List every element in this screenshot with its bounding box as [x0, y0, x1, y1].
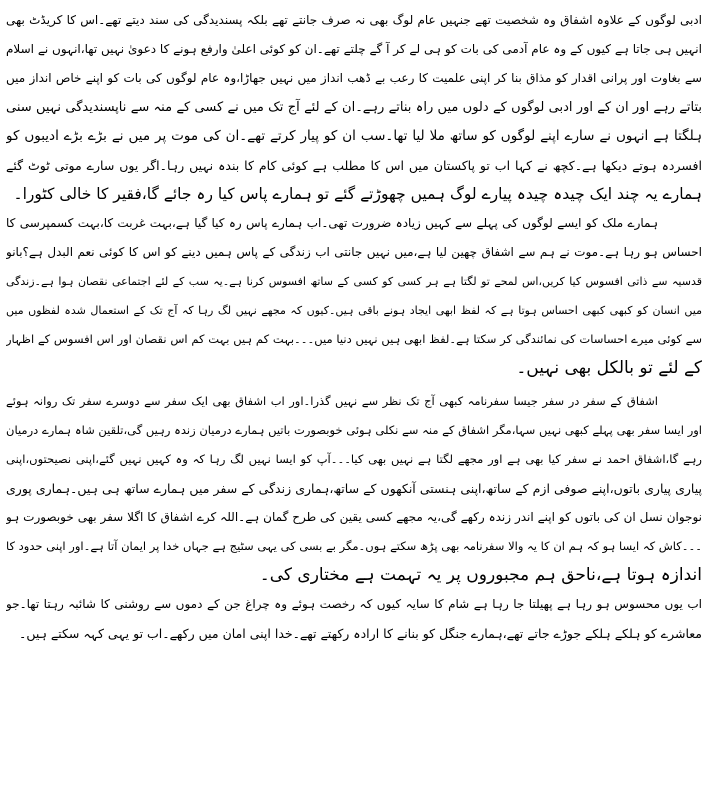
text-line: اندازہ ہوتا ہے،ناحق ہم مجبوروں پر یہ تہمت ہے مختاری کی۔: [259, 565, 702, 585]
text-line: ہمارے ملک کو ایسے لوگوں کی پہلے سے کہیں زیادہ ضرورت تھی۔اب ہمارے پاس رہ کیا گیا ہے،بہت غربت کا،بہت کسمپرسی کا: [6, 216, 658, 230]
paragraph-1: [6, 6, 704, 209]
text-line: اور ایسا سفر بھی پہلے کبھی نہیں سہا،مگر اشفاق کے منہ سے نکلی ہوئی خوبصورت باتیں ہمارے درمیان زندہ رہیں گی،تلقین شاہ ہمارے درمیان: [6, 423, 702, 437]
text-line: اشفاق کے سفر در سفر جیسا سفرنامہ کبھی آج تک نظر سے نہیں گذرا۔اور اب اشفاق بھی ایک سفر سے دوسرے سفر تک روانہ ہوئے: [6, 394, 658, 408]
text-line: نوجوان نسل ان کی باتوں کو اپنے اندر زندہ رکھے گی،یہ مجھے کسی یقین کی طرح گمان ہے۔اللہ کرے اشفاق کا اگلا سفر بھی خوبصورت ہو: [6, 510, 702, 524]
text-line: افسردہ ہوتے دیکھا ہے۔کچھ نے کہا اب تو پاکستان میں اس کا مطلب ہے کوئی کام کا بندہ نہیں رہا۔اگر یوں سارے موتی ٹوٹ گئے: [6, 158, 702, 173]
text-line: سے بغاوت اور پرانی اقدار کو مذاق بنا کر اپنی علمیت کا رعب بے ڈھب انداز میں نہیں جھاڑا،وہ عام لوگوں کی بات کو اپنے خاص انداز میں: [6, 71, 702, 85]
paragraph-3: [6, 387, 704, 590]
text-line: اب یوں محسوس ہو رہا ہے پھیلتا جا رہا ہے شام کا سایہ کیوں کہ رخصت ہوئے وہ چراغ جن کے دموں سے روشنی کا شائبہ رہتا تھا۔جو: [6, 597, 702, 611]
text-line: ۔۔۔کاش کہ ایسا ہو کہ ہم ان کا یہ والا سفرنامہ بھی پڑھ سکتے ہوں۔مگر بے بسی کی یہی سٹیج ہے جہاں خدا پر ایمان آتا ہے۔اور اپنی حدود کا: [6, 539, 702, 553]
text-line: ادبی لوگوں کے علاوہ اشفاق وہ شخصیت تھے جنہیں عام لوگ بھی نہ صرف جانتے تھے بلکہ پسندیدگی کی سند دیتے تھے۔اس کا کریڈٹ بھی: [6, 13, 702, 27]
text-line: احساس ہو رہا ہے۔موت نے ہم سے اشفاق چھین لیا ہے،میں نہیں جانتی اب زندگی کے پاس ہمیں دینے کو اس کا کوئی نعم البدل ہے؟بانو: [6, 245, 702, 259]
text-line: ہلگتا ہے انہوں نے سارے اپنے لوگوں کو ساتھ ملا لیا تھا۔سب ان کو پیار کرتے تھے۔ان کی موت پر میں نے بڑے بڑے ادیبوں کو: [6, 128, 702, 144]
text-line: انہیں ہی جاتا ہے کیوں کے وہ عام آدمی کی بات کو ہی لے کر آ گے چلتے تھے۔ان کو کوئی اعلیٰ وارفع ہونے کا دعویٰ نہیں تھا،انہوں نے اسلام: [6, 42, 702, 56]
text-line: رہے گا،اشفاق احمد نے سفر کیا بھی ہے اور مجھے لگتا ہے نہیں بھی کیا۔۔۔آپ کو ایسا نہیں لگ رہا کہ وہ کہیں نہیں گئے،اپنی نصیحتوں،اپنی: [6, 452, 702, 466]
text-line: پیاری پیاری باتوں،اپنے صوفی ازم کے ساتھ،اپنی ہنستی آنکھوں کے ساتھ،ہماری زندگی کے سفر میں ہمارے ساتھ ہی ہیں۔ہماری پوری: [6, 481, 702, 496]
paragraph-4: [6, 590, 704, 648]
text-line: بتاتے رہے اور ان کے اور ادبی لوگوں کے دلوں میں راہ بناتے رہے۔ان کے لئے آج تک میں نے کسی کے منہ سے ناپسندیدگی نہیں سنی: [6, 100, 702, 115]
text-line: سے کوئی میرے احساسات کی نمائندگی کر سکتا ہے۔لفظ ابھی ہیں نہیں دنیا میں۔۔۔بہت کم ہیں بہت کم اس نقصان اور اس افسوس کے اظہار: [6, 332, 702, 346]
text-line: میں انسان کو کبھی کبھی احساس ہوتا ہے کہ لفظ ابھی ایجاد ہونے باقی ہیں۔کیوں کہ مجھے نہیں لگ رہا کہ آج تک کے استعمال شدہ لفظوں میں: [6, 304, 702, 317]
text-line: قدسیہ سے ذاتی افسوس کیا کریں،اس لمحے تو لگتا ہے ہر کسی کو کسی کے ساتھ افسوس کرنا ہے۔یہ سب کے لئے اجتماعی نقصان ہوا ہے۔زندگی: [6, 275, 702, 288]
text-line: ہمارے یہ چند ایک چیدہ چیدہ پیارے لوگ ہمیں چھوڑتے گئے تو ہمارے پاس کیا رہ جائے گا،فقیر کا خالی کٹورا۔: [13, 185, 702, 203]
paragraph-2: [6, 209, 704, 383]
text-line: کے لئے تو بالکل بھی نہیں۔: [516, 358, 702, 378]
text-line: معاشرے کو ہلکے ہلکے جوڑے جاتے تھے،ہمارے جنگل کو بنانے کا ارادہ رکھتے تھے۔خدا اپنی امان میں رکھے۔اب تو یہی کہہ سکتے ہیں۔: [19, 626, 702, 641]
